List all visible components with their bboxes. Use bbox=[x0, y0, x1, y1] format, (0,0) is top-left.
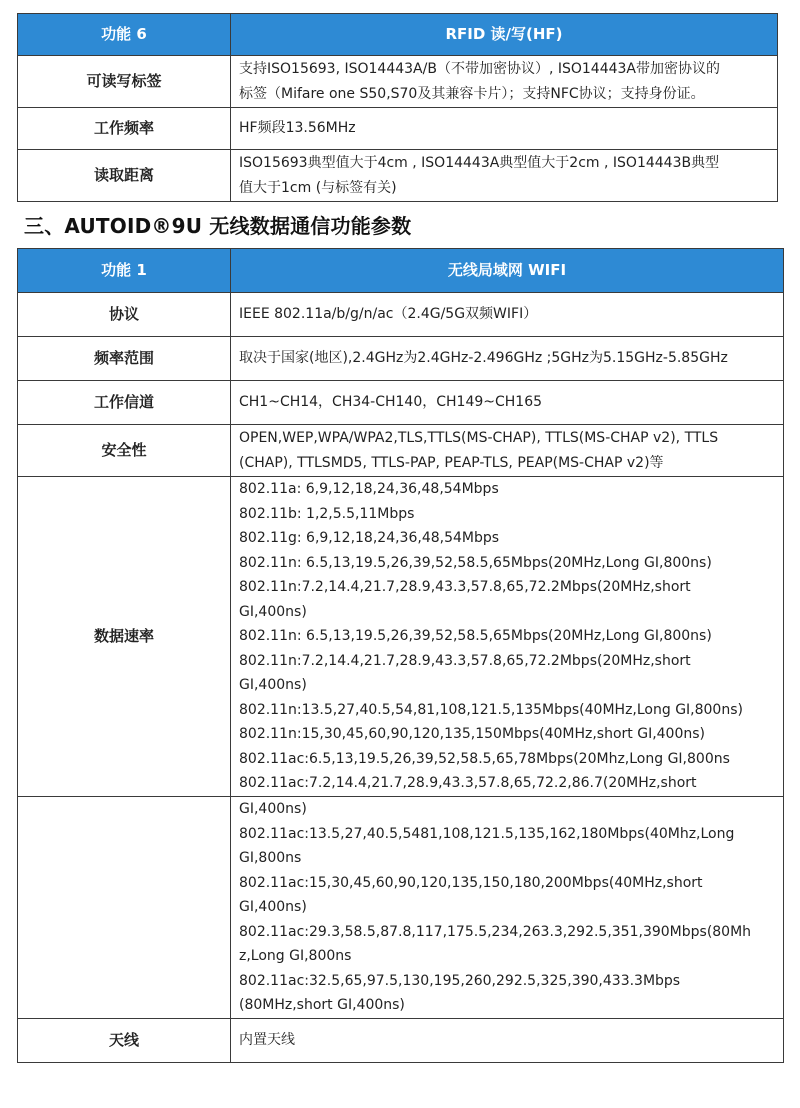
value-line: OPEN,WEP,WPA/WPA2,TLS,TTLS(MS-CHAP), TTLS(MS-CHAP v2), TTLS bbox=[239, 430, 719, 446]
row-label: 数据速率 bbox=[18, 477, 231, 797]
row-value bbox=[231, 108, 778, 150]
value-line: GI,400ns) bbox=[239, 899, 307, 915]
value-line: IEEE 802.11a/b/g/n/ac（2.4G/5G双频WIFI） bbox=[239, 306, 538, 323]
value-line: CH1~CH14，CH34-CH140，CH149~CH165 bbox=[239, 394, 543, 411]
value-line: z,Long GI,800ns bbox=[239, 948, 352, 964]
row-label: 频率范围 bbox=[18, 337, 231, 381]
row-label: 协议 bbox=[18, 293, 231, 337]
table-row bbox=[18, 425, 784, 477]
table-row bbox=[18, 150, 778, 202]
value-line: GI,400ns) bbox=[239, 677, 307, 693]
value-line: 802.11ac:13.5,27,40.5,5481,108,121.5,135,162,180Mbps(40Mhz,Long bbox=[239, 825, 735, 842]
table-row bbox=[18, 108, 778, 150]
row-value bbox=[231, 425, 784, 477]
section-title: 三、AUTOID®9U 无线数据通信功能参数 bbox=[24, 214, 412, 238]
table-row bbox=[18, 477, 784, 797]
row-label: 安全性 bbox=[18, 425, 231, 477]
value-line: 内置天线 bbox=[239, 1032, 295, 1049]
table-row bbox=[18, 381, 784, 425]
row-label: 工作信道 bbox=[18, 381, 231, 425]
value-line: 802.11n:15,30,45,60,90,120,135,150Mbps(40MHz,short GI,400ns) bbox=[239, 726, 705, 742]
row-value bbox=[231, 477, 784, 797]
row-label: 读取距离 bbox=[18, 150, 231, 202]
row-value bbox=[231, 337, 784, 381]
table-header-row bbox=[18, 249, 784, 293]
value-line: 标签（Mifare one S50,S70及其兼容卡片）；支持NFC协议；支持身份证。 bbox=[239, 85, 705, 102]
value-line: GI,800ns bbox=[239, 850, 302, 866]
value-line: HF频段13.56MHz bbox=[239, 120, 356, 137]
table-header-row bbox=[18, 14, 778, 56]
value-line: ISO15693典型值大于4cm , ISO14443A典型值大于2cm , ISO14443B典型 bbox=[239, 155, 720, 171]
value-line: 802.11n:7.2,14.4,21.7,28.9,43.3,57.8,65,72.2Mbps(20MHz,short bbox=[239, 652, 691, 669]
row-label: 工作频率 bbox=[18, 108, 231, 150]
header-title-cell: 无线局域网 WIFI bbox=[231, 249, 784, 293]
value-line: (80MHz,short GI,400ns) bbox=[239, 997, 405, 1013]
row-value bbox=[231, 381, 784, 425]
value-line: 802.11n:13.5,27,40.5,54,81,108,121.5,135Mbps(40MHz,Long GI,800ns) bbox=[239, 701, 743, 718]
row-value bbox=[231, 797, 784, 1019]
value-line: 802.11ac:6.5,13,19.5,26,39,52,58.5,65,78Mbps(20Mhz,Long GI,800ns bbox=[239, 750, 730, 767]
header-feature-cell: 功能 1 bbox=[18, 249, 231, 293]
value-line: 802.11n:7.2,14.4,21.7,28.9,43.3,57.8,65,72.2Mbps(20MHz,short bbox=[239, 579, 691, 595]
value-line: 802.11ac:15,30,45,60,90,120,135,150,180,200Mbps(40MHz,short bbox=[239, 874, 703, 891]
row-value bbox=[231, 1019, 784, 1063]
value-line: 802.11b: 1,2,5.5,11Mbps bbox=[239, 505, 415, 522]
row-label: 可读写标签 bbox=[18, 56, 231, 108]
wifi-spec-table bbox=[17, 248, 784, 1063]
value-line: 802.11a: 6,9,12,18,24,36,48,54Mbps bbox=[239, 481, 499, 497]
value-line: 802.11ac:7.2,14.4,21.7,28.9,43.3,57.8,65,72.2,86.7(20MHz,short bbox=[239, 775, 697, 791]
value-line: 值大于1cm (与标签有关) bbox=[239, 179, 397, 196]
table-row bbox=[18, 56, 778, 108]
value-line: 802.11ac:32.5,65,97.5,130,195,260,292.5,325,390,433.3Mbps bbox=[239, 972, 681, 989]
row-value bbox=[231, 293, 784, 337]
header-title-cell: RFID 读/写(HF) bbox=[231, 14, 778, 56]
value-line: GI,400ns) bbox=[239, 801, 307, 817]
table-row bbox=[18, 337, 784, 381]
row-label bbox=[18, 797, 231, 1019]
table-row bbox=[18, 797, 784, 1019]
row-value bbox=[231, 150, 778, 202]
row-value bbox=[231, 56, 778, 108]
value-line: 802.11n: 6.5,13,19.5,26,39,52,58.5,65Mbps(20MHz,Long GI,800ns) bbox=[239, 628, 712, 644]
table-row bbox=[18, 1019, 784, 1063]
value-line: (CHAP), TTLSMD5, TTLS-PAP, PEAP-TLS, PEAP(MS-CHAP v2)等 bbox=[239, 454, 664, 471]
value-line: 取决于国家(地区),2.4GHz为2.4GHz-2.496GHz ;5GHz为5.15GHz-5.85GHz bbox=[239, 350, 728, 367]
row-label: 天线 bbox=[18, 1019, 231, 1063]
value-line: GI,400ns) bbox=[239, 603, 307, 620]
table-row bbox=[18, 293, 784, 337]
value-line: 802.11g: 6,9,12,18,24,36,48,54Mbps bbox=[239, 530, 500, 546]
value-line: 支持ISO15693, ISO14443A/B（不带加密协议）, ISO14443A带加密协议的 bbox=[239, 61, 720, 77]
value-line: 802.11ac:29.3,58.5,87.8,117,175.5,234,263.3,292.5,351,390Mbps(80Mh bbox=[239, 923, 752, 940]
rfid-spec-table bbox=[17, 13, 778, 202]
value-line: 802.11n: 6.5,13,19.5,26,39,52,58.5,65Mbps(20MHz,Long GI,800ns) bbox=[239, 554, 712, 571]
header-feature-cell: 功能 6 bbox=[18, 14, 231, 56]
